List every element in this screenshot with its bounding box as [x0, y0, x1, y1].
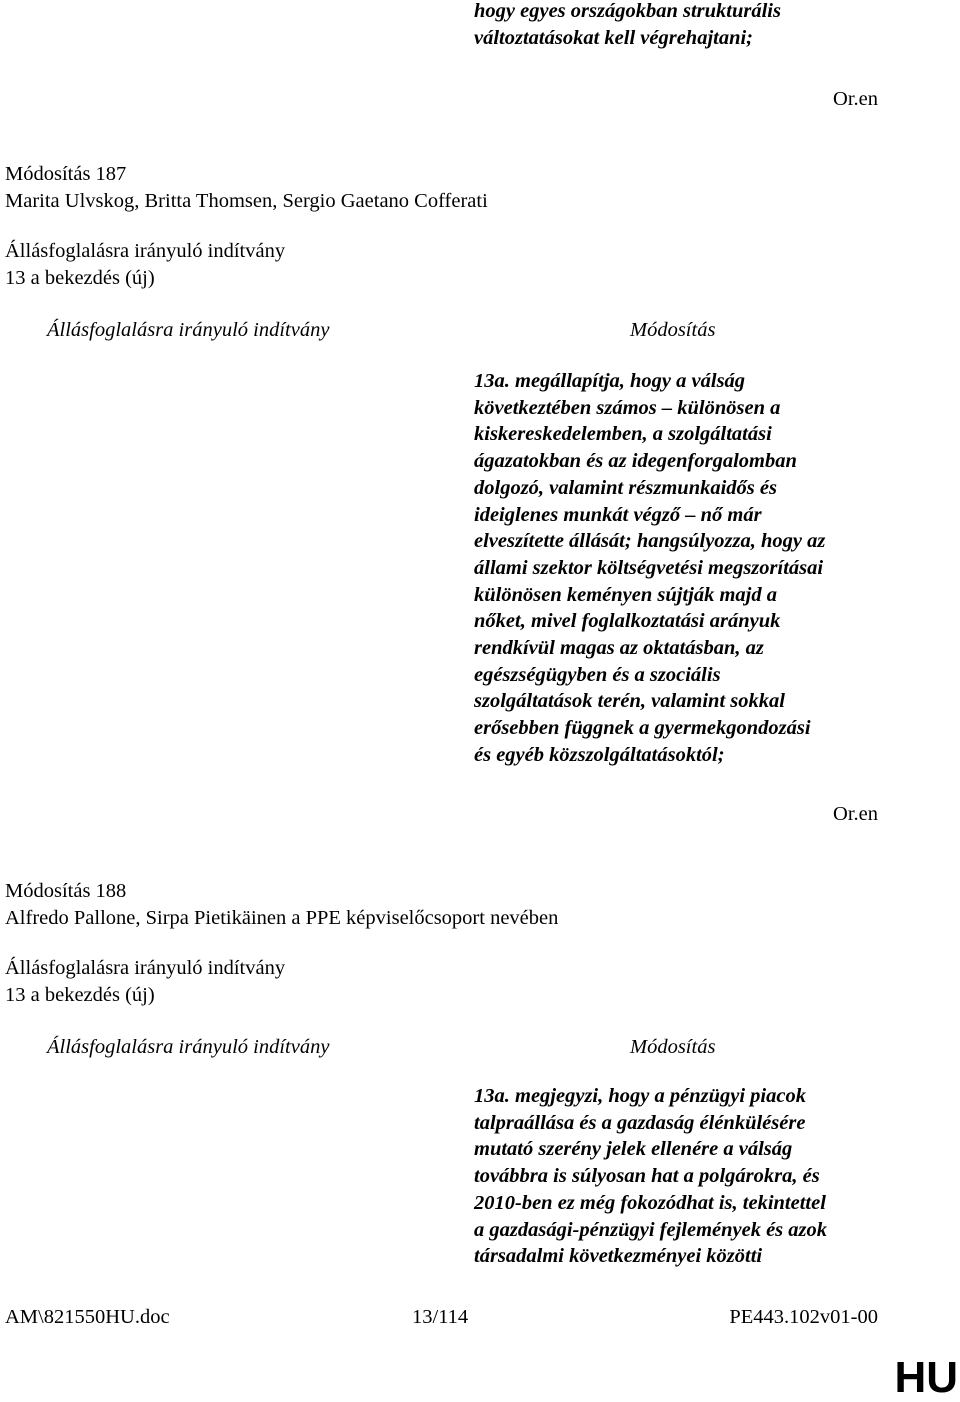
- amendment-number: Módosítás 188: [5, 880, 127, 902]
- amendment-text-line: állami szektor költségvetési megszorításai: [474, 556, 824, 579]
- amendment-text: [474, 1083, 827, 1270]
- column-header-original: Állásfoglalásra irányuló indítvány: [47, 1036, 330, 1058]
- amendment-text-line: kiskereskedelemben, a szolgáltatási: [474, 423, 772, 446]
- footer-pe-reference: PE443.102v01-00: [729, 1306, 878, 1328]
- continuation-text-line-1: hogy egyes országokban strukturális: [474, 0, 781, 22]
- amendment-text-line: egészségügyben és a szociális: [474, 663, 721, 686]
- original-language-label: Or.en: [833, 88, 878, 110]
- column-header-amendment: Módosítás: [630, 1036, 716, 1058]
- amendment-text-line: mutató szerény jelek ellenére a válság: [474, 1138, 793, 1161]
- amendment-text: [474, 368, 825, 769]
- amendment-text-line: 2010-ben ez még fokozódhat is, tekintettel: [474, 1191, 826, 1214]
- footer-page-number: 13/114: [412, 1306, 469, 1328]
- amendment-authors: Marita Ulvskog, Britta Thomsen, Sergio Gaetano Cofferati: [5, 190, 488, 212]
- column-header-original: Állásfoglalásra irányuló indítvány: [47, 319, 330, 341]
- amendment-text-line: dolgozó, valamint részmunkaidős és: [474, 476, 777, 499]
- language-badge: HU: [894, 1353, 958, 1402]
- footer-document-reference: AM\821550HU.doc: [5, 1306, 170, 1328]
- amendment-text-line: továbbra is súlyosan hat a polgárokra, és: [474, 1165, 820, 1188]
- amendment-text-line: ideiglenes munkát végző – nő már: [474, 503, 762, 526]
- amendment-text-line: erősebben függnek a gyermekgondozási: [474, 717, 811, 740]
- amendment-text-line: következtében számos – különösen a: [474, 396, 781, 419]
- amendment-text-line: talpraállása és a gazdaság élénkülésére: [474, 1111, 806, 1134]
- document-type: Állásfoglalásra irányuló indítvány: [5, 957, 286, 979]
- column-header-amendment: Módosítás: [630, 319, 716, 341]
- amendment-text-line: nőket, mivel foglalkoztatási arányuk: [474, 610, 781, 633]
- amendment-text-line: a gazdasági-pénzügyi fejlemények és azok: [474, 1218, 828, 1241]
- original-language-label: Or.en: [833, 803, 878, 825]
- amendment-text-line: különösen keményen sújtják majd a: [474, 583, 777, 606]
- amendment-text-line: elveszítette állását; hangsúlyozza, hogy az: [474, 530, 826, 553]
- amendment-number: Módosítás 187: [5, 163, 127, 185]
- amendment-text-line: és egyéb közszolgáltatásoktól;: [474, 743, 725, 766]
- amendment-text-line: 13a. megállapítja, hogy a válság: [474, 370, 746, 392]
- continuation-text-line-2: változtatásokat kell végrehajtani;: [474, 27, 754, 49]
- amendment-text-line: ágazatokban és az idegenforgalomban: [474, 450, 797, 473]
- amendment-authors: Alfredo Pallone, Sirpa Pietikäinen a PPE képviselőcsoport nevében: [5, 907, 559, 929]
- amendment-text-line: társadalmi következményei közötti: [474, 1245, 763, 1268]
- amendment-text-line: 13a. megjegyzi, hogy a pénzügyi piacok: [474, 1085, 806, 1107]
- paragraph-reference: 13 a bekezdés (új): [5, 984, 155, 1006]
- amendment-text-line: szolgáltatások terén, valamint sokkal: [474, 690, 785, 713]
- document-type: Állásfoglalásra irányuló indítvány: [5, 240, 286, 262]
- amendment-text-line: rendkívül magas az oktatásban, az: [474, 637, 764, 660]
- paragraph-reference: 13 a bekezdés (új): [5, 267, 155, 289]
